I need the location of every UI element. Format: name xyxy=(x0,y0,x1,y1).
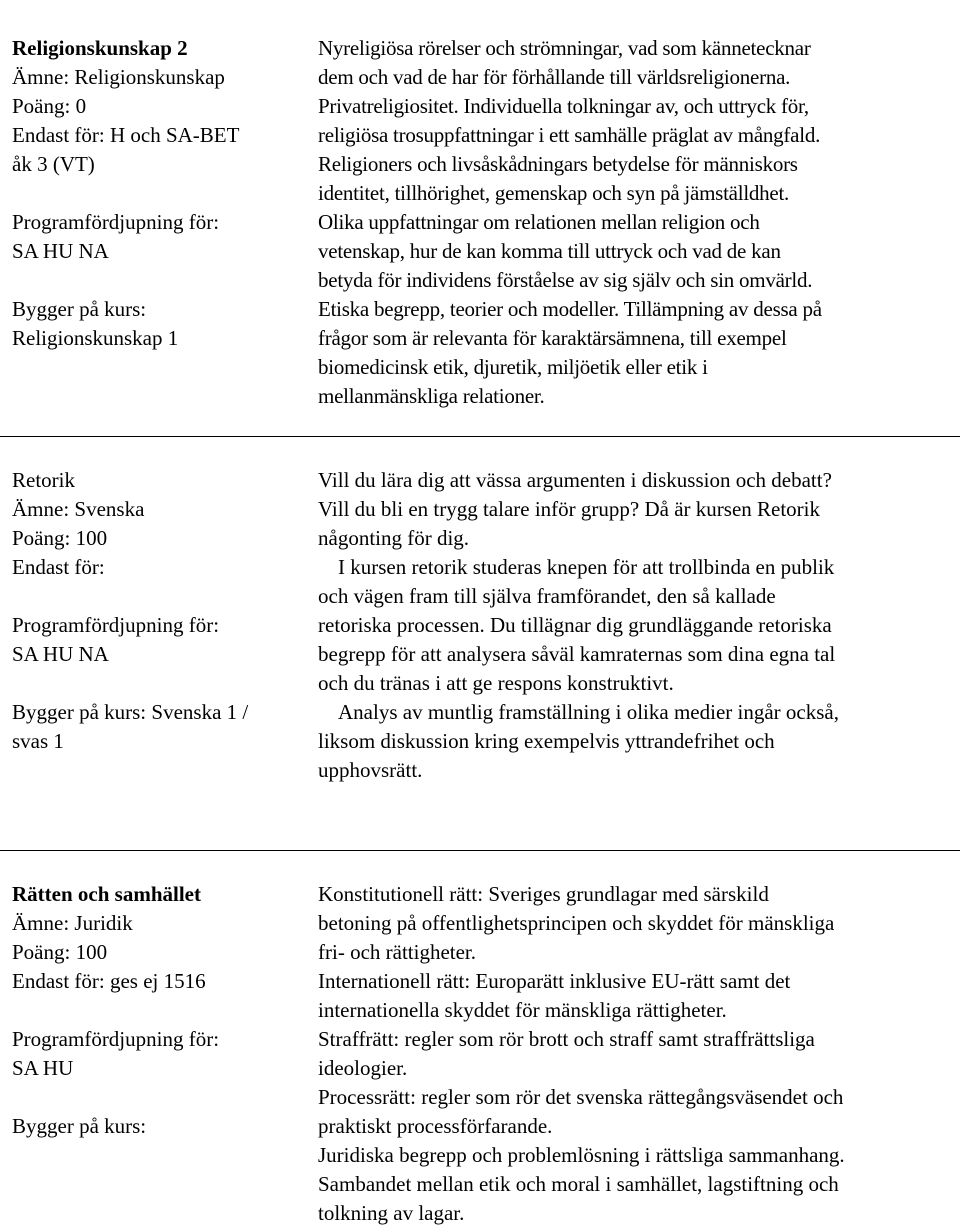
course-points: Poäng: 100 xyxy=(12,940,108,964)
description-line: retoriska processen. Du tillägnar dig grundläggande retoriska xyxy=(318,613,832,637)
course-builds-on-label: Bygger på kurs: xyxy=(12,297,147,321)
divider xyxy=(0,850,960,851)
description-line: biomedicinsk etik, djuretik, miljöetik eller etik i xyxy=(318,355,708,379)
description-line: frågor som är relevanta för karaktärsämnena, till exempel xyxy=(318,326,787,350)
course-programs-label: Programfördjupning för: xyxy=(12,1027,220,1051)
course-builds-on: Religionskunskap 1 xyxy=(12,326,179,350)
course-programs-label: Programfördjupning för: xyxy=(12,210,220,234)
description-line: Analys av muntlig framställning i olika medier ingår också, xyxy=(338,700,839,724)
course-subject: Ämne: Juridik xyxy=(12,911,133,935)
course-title: Rätten och samhället xyxy=(12,882,201,906)
description-line: någonting för dig. xyxy=(318,526,470,550)
description-line: Vill du bli en trygg talare inför grupp? Då är kursen Retorik xyxy=(318,497,821,521)
spacer xyxy=(12,266,302,295)
description-line: begrepp för att analysera såväl kamraternas som dina egna tal xyxy=(318,642,836,666)
course-points: Poäng: 0 xyxy=(12,94,87,118)
course-description xyxy=(318,880,954,1228)
description-line: fri- och rättigheter. xyxy=(318,940,477,964)
course-title: Retorik xyxy=(12,468,75,492)
course-programs: SA HU NA xyxy=(12,239,109,263)
description-line: betoning på offentlighetsprincipen och skyddet för mänskliga xyxy=(318,911,835,935)
course-only-for-continued: åk 3 (VT) xyxy=(12,152,95,176)
description-line: Etiska begrepp, teorier och modeller. Tillämpning av dessa på xyxy=(318,297,822,321)
description-line: och du tränas i att ge respons konstruktivt. xyxy=(318,671,674,695)
description-line: religiösa trosuppfattningar i ett samhälle präglat av mångfald. xyxy=(318,123,821,147)
spacer xyxy=(12,1083,302,1112)
course-builds-on: Bygger på kurs: Svenska 1 / xyxy=(12,700,249,724)
course-subject: Ämne: Religionskunskap xyxy=(12,65,225,89)
course-builds-on-label: Bygger på kurs: xyxy=(12,1114,147,1138)
description-line: liksom diskussion kring exempelvis yttrandefrihet och xyxy=(318,729,775,753)
description-line: ideologier. xyxy=(318,1056,408,1080)
description-line: Vill du lära dig att vässa argumenten i diskussion och debatt? xyxy=(318,468,832,492)
course-programs: SA HU xyxy=(12,1056,74,1080)
course-only-for: Endast för: xyxy=(12,555,105,579)
description-line: vetenskap, hur de kan komma till uttryck och vad de kan xyxy=(318,239,781,263)
course-only-for: Endast för: H och SA-BET xyxy=(12,123,240,147)
description-line: Olika uppfattningar om relationen mellan religion och xyxy=(318,210,760,234)
description-line: Internationell rätt: Europarätt inklusive EU-rätt samt det xyxy=(318,969,791,993)
course-info xyxy=(12,880,302,1141)
description-line: identitet, tillhörighet, gemenskap och syn på jämställdhet. xyxy=(318,181,790,205)
description-line: praktiskt processförfarande. xyxy=(318,1114,553,1138)
course-description xyxy=(318,466,954,785)
course-builds-on-continued: svas 1 xyxy=(12,729,64,753)
course-programs: SA HU NA xyxy=(12,642,109,666)
course-programs-label: Programfördjupning för: xyxy=(12,613,220,637)
description-line: I kursen retorik studeras knepen för att trollbinda en publik xyxy=(338,555,835,579)
course-info xyxy=(12,34,302,353)
divider xyxy=(0,436,960,437)
description-line: Processrätt: regler som rör det svenska rättegångsväsendet och xyxy=(318,1085,844,1109)
description-line: Sambandet mellan etik och moral i samhället, lagstiftning och xyxy=(318,1172,839,1196)
description-line: betyda för individens förståelse av sig själv och sin omvärld. xyxy=(318,268,813,292)
description-line: Religioners och livsåskådningars betydelse för människors xyxy=(318,152,798,176)
spacer xyxy=(12,582,302,611)
description-line: Straffrätt: regler som rör brott och straff samt straffrättsliga xyxy=(318,1027,815,1051)
description-line: mellanmänskliga relationer. xyxy=(318,384,545,408)
course-subject: Ämne: Svenska xyxy=(12,497,145,521)
course-title: Religionskunskap 2 xyxy=(12,36,188,60)
description-line: Privatreligiositet. Individuella tolkningar av, och uttryck för, xyxy=(318,94,809,118)
description-line: dem och vad de har för förhållande till världsreligionerna. xyxy=(318,65,791,89)
spacer xyxy=(12,669,302,698)
description-line: internationella skyddet för mänskliga rättigheter. xyxy=(318,998,727,1022)
course-only-for: Endast för: ges ej 1516 xyxy=(12,969,206,993)
course-description xyxy=(318,34,954,411)
description-line: och vägen fram till själva framförandet, den så kallade xyxy=(318,584,776,608)
description-line: tolkning av lagar. xyxy=(318,1201,465,1225)
description-line: Konstitutionell rätt: Sveriges grundlagar med särskild xyxy=(318,882,769,906)
course-info xyxy=(12,466,302,756)
spacer xyxy=(12,179,302,208)
description-line: Juridiska begrepp och problemlösning i rättsliga sammanhang. xyxy=(318,1143,845,1167)
course-points: Poäng: 100 xyxy=(12,526,108,550)
description-line: upphovsrätt. xyxy=(318,758,423,782)
description-line: Nyreligiösa rörelser och strömningar, vad som kännetecknar xyxy=(318,36,811,60)
spacer xyxy=(12,996,302,1025)
